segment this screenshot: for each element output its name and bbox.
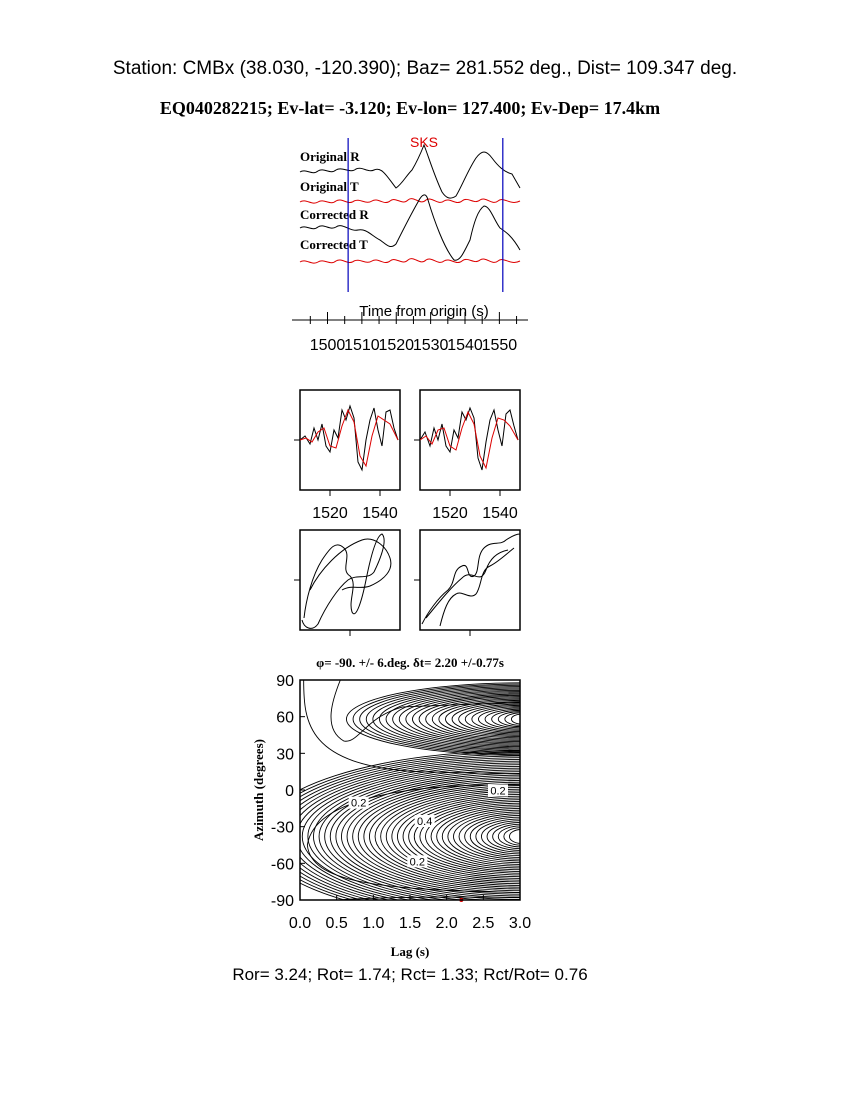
contour-line [426,698,618,741]
contour-line [442,808,600,864]
seismogram-x-tick-label: 1500 [309,337,346,354]
contour-line [498,826,544,847]
event-header: EQ040282215; Ev-lat= -3.120; Ev-lon= 127.400; Ev-Dep= 17.4km [159,98,661,118]
ratio-summary: Ror= 3.24; Rot= 1.74; Rct= 1.33; Rct/Rot= 0.76 [232,965,588,984]
contour-line [353,684,690,754]
contour-line [373,688,670,751]
contour-line [505,713,538,726]
contour-line [470,817,572,856]
particle-motion-right [422,534,520,626]
contour-title: φ= -90. +/- 6.deg. δt= 2.20 +/-0.77s [316,655,504,670]
contour-line [393,692,651,747]
seismogram-x-tick-label: 1540 [447,337,483,354]
contour-line [425,803,617,870]
station-header: Station: CMBx (38.030, -120.390); Baz= 281.552 deg., Dist= 109.347 deg. [112,58,738,79]
contour-x-axis-label: Lag (s) [390,944,430,959]
contour-line [381,789,663,884]
waveform-right-red [420,412,518,468]
contour-lines [257,680,785,922]
contour-line [319,770,724,903]
contour-x-tick-label: 0.5 [325,915,348,932]
contour-y-tick-label: -30 [270,819,294,837]
contour-line [419,697,624,742]
contour-line [291,761,752,912]
contour-map [251,655,785,959]
contour-line [347,779,696,895]
contour-line [341,777,701,896]
contour-line [302,765,740,909]
waveform-x-tick-label: 1540 [362,505,398,522]
contour-line [364,784,679,889]
contour-x-tick-label: 3.0 [508,915,532,932]
contour-line [511,714,531,724]
contour-line [485,709,558,729]
contour-x-tick-label: 1.0 [362,915,385,932]
waveform-panel-right [420,390,520,490]
contour-line [459,704,585,734]
contour-line [263,752,780,920]
contour-label: 0.2 [351,797,367,810]
contour-line [274,756,768,917]
contour-line [509,829,533,843]
contour-line [452,703,591,736]
contour-line [487,822,556,850]
seismogram-x-tick-label: 1520 [378,337,415,354]
contour-y-axis-label: Azimuth (degrees) [251,739,266,841]
contour-line [358,782,684,891]
waveform-x-tick-label: 1520 [312,505,348,522]
particle-motion-panels [294,530,520,636]
waveform-x-tick-label: 1520 [432,505,468,522]
contour-line [431,805,612,868]
contour-line [360,685,684,753]
seismogram-x-tick-label: 1530 [412,337,449,354]
seismogram-x-axis-label: Time from origin (s) [359,303,489,320]
contour-line [386,690,657,748]
contour-y-tick-label: 30 [276,746,294,764]
waveform-x-tick-label: 1540 [482,505,518,522]
contour-line [465,705,577,733]
contour-line [406,694,637,744]
particle-motion-left [302,534,391,628]
contour-line [414,800,628,874]
seismogram-x-tick-label: 1510 [344,337,380,354]
waveform-comparison-panels [294,390,520,522]
trace-original-t [300,199,520,203]
contour-line [403,796,640,877]
contour-line [397,794,645,878]
contour-line [439,700,604,738]
contour-line [472,707,571,732]
contour-x-tick-label: 2.0 [435,915,458,932]
contour-line [386,791,656,882]
seismogram-panel [292,134,528,354]
seismogram-x-tick-label: 1550 [481,337,518,354]
contour-line [330,773,712,899]
waveform-right-black [420,408,518,470]
contour-y-tick-label: 0 [285,783,294,800]
contour-line [481,821,561,853]
contour-label: 0.2 [409,856,425,869]
trace-label-corrected-t: Corrected T [300,237,368,252]
contour-y-tick-label: -90 [270,893,294,910]
contour-line [369,786,673,888]
contour-line [379,689,663,749]
contour-y-tick-label: 60 [276,709,294,727]
contour-line [476,819,567,854]
contour-x-tick-label: 1.5 [398,915,422,932]
particle-motion-panel-left [300,530,400,630]
contour-y-tick-label: 90 [276,673,294,690]
contour-line [492,710,552,728]
particle-motion-panel-right [420,530,520,630]
contour-x-tick-label: 0.0 [288,915,312,932]
contour-line [459,814,584,860]
trace-corrected-t [300,259,520,263]
contour-line [308,766,735,906]
contour-line [445,702,597,737]
trace-label-original-r: Original R [300,149,360,164]
contour-y-tick-label: -60 [270,856,294,874]
contour-line [269,754,775,919]
contour-line [375,787,668,885]
contour-line [437,807,607,867]
contour-line [493,824,551,849]
contour-line [325,772,719,902]
contour-line [399,693,643,746]
contour-line [453,812,589,861]
sks-phase-label: SKS [409,134,439,150]
contour-x-tick-label: 2.5 [472,915,495,932]
trace-label-corrected-r: Corrected R [300,207,369,222]
contour-line [420,801,623,871]
contour-label: 0.2 [490,785,506,798]
contour-label: 0.4 [417,816,433,828]
contour-line [285,759,757,913]
trace-label-original-t: Original T [300,179,359,194]
